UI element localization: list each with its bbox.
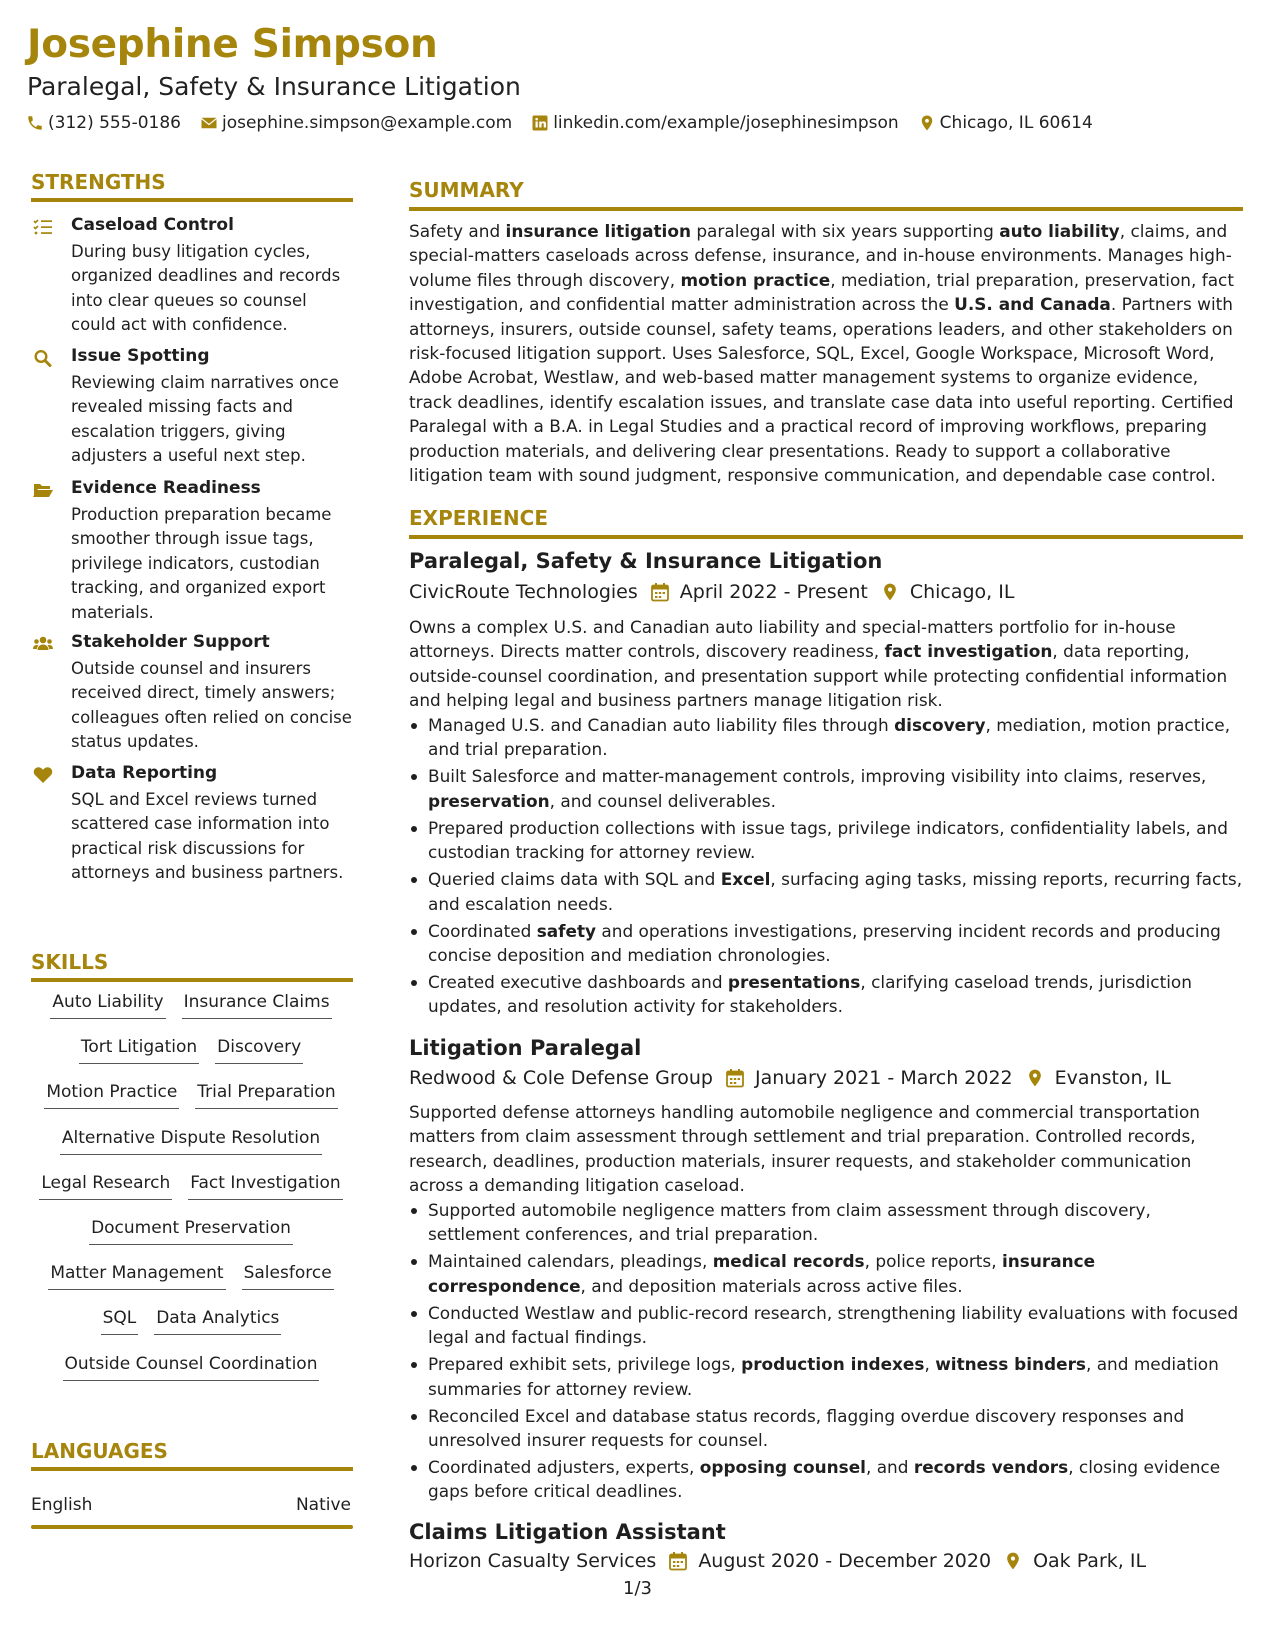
text-run: Safety and [409,221,506,241]
job-bullets [409,1198,1244,1506]
text-run: , and [865,1457,914,1478]
strength-desc: During busy litigation cycles, organized deadlines and records into clear queues so counsel could act with confidence. [71,242,341,335]
text-run: , data reporting, outside-counsel coordination, and presentation support while protecting confidential information and helping legal and business partners manage litigation risk. [409,641,1228,711]
skill-tag: Motion Practice [44,1082,179,1109]
strength-desc: Reviewing claim narratives once revealed missing facts and escalation triggers, giving adjusters a useful next step. [71,373,339,466]
linkedin-text: linkedin.com/example/josephinesimpson [553,113,899,133]
bold-keyword: insurance correspondence [428,1251,1096,1296]
experience-heading: EXPERIENCE [409,506,548,530]
text-run: Supported automobile negligence matters from claim assessment through discovery, settlement conferences, and trial preparation. [428,1200,1151,1245]
text-run: Reconciled Excel and database status records, flagging overdue discovery responses and unresolved insurer requests for counsel. [428,1405,1185,1451]
skill-tag: Data Analytics [154,1308,281,1335]
skill-tag: Tort Litigation [79,1037,199,1064]
skills-rule [31,978,353,982]
language-row [31,1495,351,1515]
bullet-item [409,713,1244,762]
skill-row [31,1173,351,1218]
bold-keyword: preservation [428,790,550,811]
map-pin-icon [1025,1068,1045,1088]
job-dates: January 2021 - March 2022 [754,1067,1013,1089]
bullet-item [409,919,1244,968]
skill-row [31,992,351,1037]
text-run: paralegal with six years supporting [690,221,1000,241]
job-title: Claims Litigation Assistant [409,1520,726,1544]
text-run: , claims, and special-matters caseloads across defense, insurance, and in-house environments. Manages high-volume files through discovery, [409,221,1232,290]
contact-bar [26,113,1112,133]
skill-tag: Salesforce [242,1263,334,1290]
bold-keyword: Excel [720,869,771,890]
bullet-item [409,1352,1244,1401]
text-run: Maintained calendars, pleadings, [428,1251,713,1272]
phone-icon [26,114,44,132]
bold-keyword: discovery [894,715,986,735]
skill-row [31,1263,351,1308]
map-pin-icon [880,582,900,602]
language-name: English [31,1495,93,1515]
skill-tag: Matter Management [48,1263,225,1290]
languages-rule [31,1467,353,1471]
skill-tag: SQL [101,1308,139,1335]
bold-keyword: auto liability [999,221,1120,241]
strength-desc: Outside counsel and insurers received direct, timely answers; colleagues often relied on concise status updates. [71,659,352,752]
location-text: Chicago, IL 60614 [939,113,1093,133]
language-level: Native [295,1495,351,1515]
text-run: , mediation, motion practice, and trial preparation. [428,715,1231,760]
bullet-item [409,764,1244,813]
job-company: Redwood & Cole Defense Group [409,1067,713,1089]
text-run: , and deposition materials across active files. [580,1275,963,1296]
search-icon [33,349,53,367]
bold-keyword: U.S. and Canada [954,294,1111,315]
text-run: . Partners with attorneys, insurers, outside counsel, safety teams, operations leaders, and other stakeholders on risk-focused litigation support. Uses Salesforce, SQL, Excel, Google Workspace, Microsoft Word, Adobe Acrobat, Westlaw, and web-based matter management systems to organize evidence, track deadlines, identify escalation issues, and translate case data into useful reporting. Certified Paralegal with a B.A. in Legal Studies and a practical record of improving workflows, preparing production materials, and delivering clear presentations. Ready to support a collaborative litigation team with sound judgment, responsive communication, and dependable case control. [409,294,1234,486]
text-run: Conducted Westlaw and public-record research, strengthening liability evaluations with focused legal and factual findings. [428,1302,1239,1348]
job-company: CivicRoute Technologies [409,581,638,603]
skill-tag: Discovery [215,1037,303,1064]
job-title: Litigation Paralegal [409,1036,642,1060]
job-meta [409,581,1014,603]
bold-keyword: production indexes [741,1354,925,1375]
skill-row [31,1354,351,1399]
heart-icon [33,766,53,784]
users-icon [33,635,53,653]
strengths-rule [31,198,353,202]
text-run: , closing evidence gaps before critical deadlines. [428,1457,1221,1502]
language-level-bar [31,1525,353,1529]
text-run: , clarifying caseload trends, jurisdiction updates, and resolution activity for stakeholders. [428,972,1192,1017]
text-run: , [924,1354,936,1375]
strength-desc: Production preparation became smoother through issue tags, privilege indicators, custodian tracking, and organized export materials. [71,505,332,622]
job-bullets [409,713,1244,1021]
job-description [409,1100,1239,1198]
map-pin-icon [1003,1551,1023,1571]
bold-keyword: medical records [712,1251,865,1272]
skill-tag: Legal Research [39,1173,172,1200]
text-run: Built Salesforce and matter-management controls, improving visibility into claims, reserves, [428,766,1207,787]
text-run: Queried claims data with SQL and [428,869,721,890]
skill-tag: Fact Investigation [188,1173,342,1200]
strength-title: Stakeholder Support [71,632,270,652]
job-title: Paralegal, Safety & Insurance Litigation [409,549,883,573]
calendar-icon [668,1551,688,1571]
text-run: , surfacing aging tasks, missing reports, recurring facts, and escalation needs. [428,869,1243,914]
skills-heading: SKILLS [31,950,109,974]
strengths-heading: STRENGTHS [31,170,166,194]
linkedin-icon [531,114,549,132]
email-text: josephine.simpson@example.com [221,113,513,133]
skill-tag: Auto Liability [50,992,165,1019]
folder-open-icon [33,481,53,499]
bullet-item [409,1301,1244,1350]
job-location: Chicago, IL [909,581,1015,603]
skill-row [31,1128,351,1173]
job-meta [409,1550,1146,1572]
strength-title: Caseload Control [71,215,234,235]
bold-keyword: witness binders [935,1354,1086,1375]
contact-email[interactable] [200,113,512,133]
skills-list [31,992,351,1399]
job-dates: August 2020 - December 2020 [698,1550,992,1572]
bullet-item [409,1455,1244,1504]
text-run: , police reports, [864,1251,1002,1272]
bullet-item [409,970,1244,1019]
envelope-icon [200,114,218,132]
text-run: Created executive dashboards and [428,972,728,993]
candidate-name: Josephine Simpson [27,22,438,67]
text-run: Managed U.S. and Canadian auto liability files through [428,715,895,735]
languages-heading: LANGUAGES [31,1439,168,1463]
text-run: Prepared exhibit sets, privilege logs, [428,1354,742,1375]
text-run: Coordinated [428,920,537,941]
strength-desc: SQL and Excel reviews turned scattered case information into practical risk discussions for attorneys and business partners. [71,790,344,883]
page-number: 1/3 [623,1578,652,1599]
bold-keyword: fact investigation [884,641,1053,662]
job-description [409,615,1239,713]
map-pin-icon [918,114,936,132]
bullet-item [409,1198,1244,1247]
candidate-role: Paralegal, Safety & Insurance Litigation [27,72,521,101]
bold-keyword: presentations [727,972,861,993]
text-run: Prepared production collections with issue tags, privilege indicators, confidentiality labels, and custodian tracking for attorney review. [428,817,1228,863]
text-run: Supported defense attorneys handling automobile negligence and commercial transportation matters from claim assessment through settlement and trial preparation. Controlled records, research, deadlines, production materials, insurer requests, and stakeholder communication across a demanding litigation caseload. [409,1102,1200,1196]
strength-title: Issue Spotting [71,346,210,366]
text-run: and operations investigations, preserving incident records and producing concise deposition and mediation chronologies. [428,920,1221,966]
text-run: Coordinated adjusters, experts, [428,1457,700,1478]
text-run: , and mediation summaries for attorney review. [428,1354,1219,1399]
skill-row [31,1037,351,1082]
text-run: , mediation, trial preparation, preservation, fact investigation, and confidential matter administration across the [409,269,1234,315]
experience-rule [409,535,1243,539]
summary-text [409,219,1239,487]
bullet-item [409,1249,1244,1298]
phone-text: (312) 555-0186 [48,113,181,133]
bold-keyword: safety [536,920,597,941]
checklist-icon [33,218,53,236]
job-meta [409,1067,1171,1089]
summary-heading: SUMMARY [409,178,524,202]
summary-rule [409,207,1243,211]
text-run: Owns a complex U.S. and Canadian auto liability and special-matters portfolio for in-house attorneys. Directs matter controls, discovery readiness, [409,617,1176,662]
skill-row [31,1218,351,1263]
job-location: Evanston, IL [1054,1067,1171,1089]
bullet-item [409,816,1244,865]
bullet-item [409,1404,1244,1453]
job-dates: April 2022 - Present [679,581,868,603]
bold-keyword: insurance litigation [505,221,691,241]
calendar-icon [650,582,670,602]
contact-phone[interactable] [26,113,181,133]
calendar-icon [725,1068,745,1088]
skill-tag: Outside Counsel Coordination [63,1354,320,1381]
strength-title: Data Reporting [71,763,218,783]
skill-row [31,1082,351,1127]
skill-tag: Document Preservation [89,1218,293,1245]
skill-tag: Insurance Claims [182,992,332,1019]
job-company: Horizon Casualty Services [409,1550,657,1572]
contact-location [918,113,1093,133]
bold-keyword: records vendors [913,1457,1069,1478]
job-location: Oak Park, IL [1033,1550,1147,1572]
skill-row [31,1308,351,1353]
bullet-item [409,867,1244,916]
contact-linkedin[interactable] [531,113,898,133]
bold-keyword: opposing counsel [699,1457,866,1478]
text-run: , and counsel deliverables. [549,790,776,811]
skill-tag: Trial Preparation [195,1082,337,1109]
skill-tag: Alternative Dispute Resolution [60,1128,322,1155]
bold-keyword: motion practice [680,269,831,290]
strength-title: Evidence Readiness [71,478,261,498]
